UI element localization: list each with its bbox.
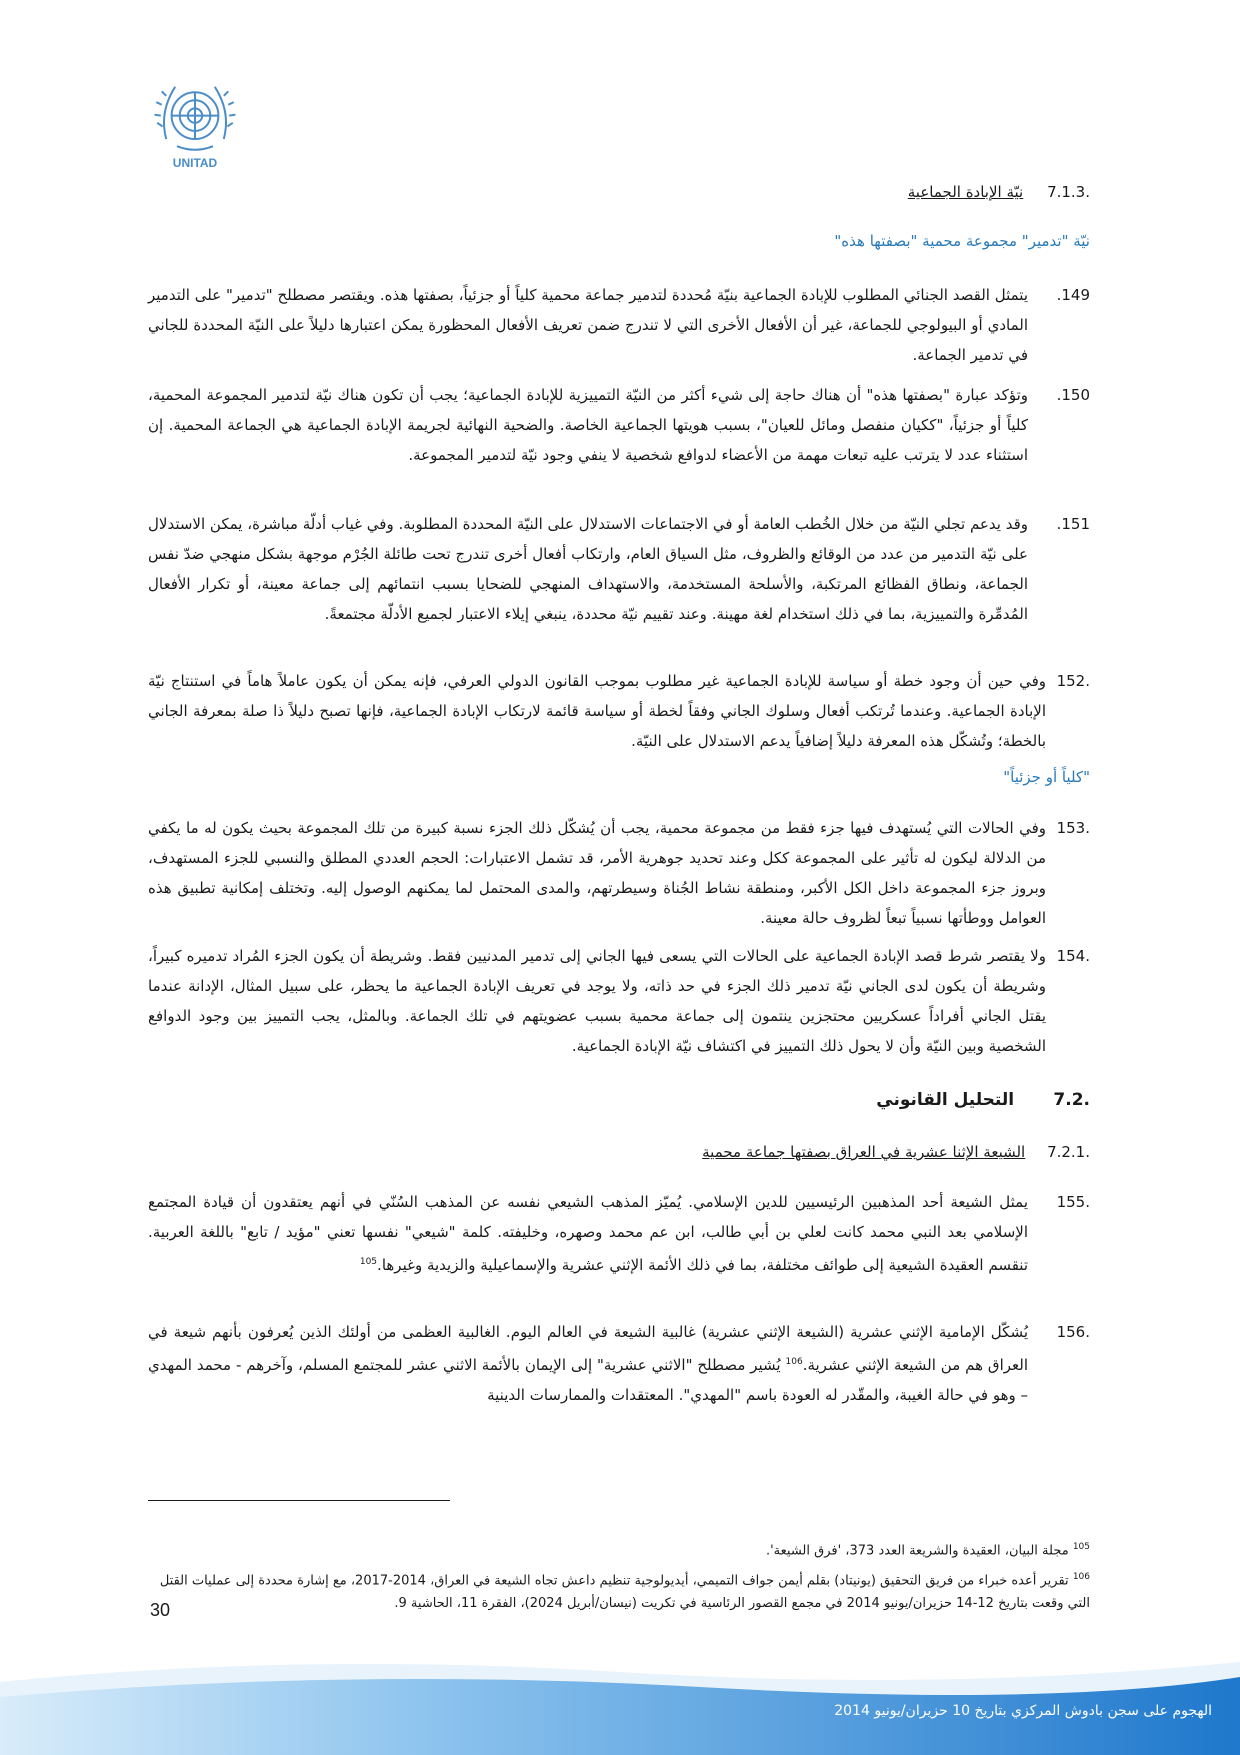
footer-wave-band xyxy=(0,1642,1240,1755)
paragraph-150 xyxy=(148,380,1090,470)
paragraph-number: .149 xyxy=(1056,286,1090,304)
paragraph-body: يُشكّل الإمامية الإثني عشرية (الشيعة الإثني عشرية) غالبية الشيعة في العالم اليوم. الغالبية العظمى من أولئك الذين يُعرفون بأنهم شيعة في العراق هم من الشيعة الإثني عشرية. xyxy=(148,1323,1028,1374)
paragraph-number: 153. xyxy=(1056,819,1090,837)
footnote-106 xyxy=(148,1566,1090,1614)
footnote-text: تقرير أعده خبراء من فريق التحقيق (يونيتاد) بقلم أيمن جواف التميمي، أيديولوجية تنظيم داعش تجاه الشيعة في العراق، 2014-2017، مع إشارة محددة إلى عمليات القتل التي وقعت بتاريخ 12-14 حزيران/يونيو 2014 في مجمع القصور الرئاسية في تكريت (نيسان/أبريل 2024)، الفقرة 11، الحاشية 9. xyxy=(159,1573,1090,1611)
paragraph-text: يتمثل القصد الجنائي المطلوب للإبادة الجماعية بنيّة مُحددة لتدمير جماعة محمية كلياً أو جزئياً، بصفتها هذه. ويقتصر مصطلح "تدمير" على التدمير المادي أو البيولوجي للجماعة، غير أن الأفعال الأخرى التي لا تندرج ضمن تعريف الأفعال المحظورة يمكن اعتبارها دليلاً على النيّة المحددة للجاني في تدمير الجماعة. xyxy=(148,286,1028,364)
paragraph-number: .150 xyxy=(1056,386,1090,404)
footnotes xyxy=(148,1536,1090,1615)
paragraph-text: وفي حين أن وجود خطة أو سياسة للإبادة الجماعية غير مطلوب بموجب القانون الدولي العرفي، فإنه يمكن أن يكون عاملاً هاماً في استنتاج نيّة الإبادة الجماعية. وعندما تُرتكب أفعال وسلوك الجاني وفقاً لخطة أو سياسة قائمة لارتكاب الإبادة الجماعية، فإنها تصبح دليلاً ذا صلة بمعرفة الجاني بالخطة؛ وتُشكّل هذه المعرفة دليلاً إضافياً يدعم الاستدلال على النيّة. xyxy=(148,672,1046,750)
footnote-number: 105 xyxy=(1072,1542,1090,1552)
paragraph-number: 155. xyxy=(1056,1193,1090,1211)
paragraph-text xyxy=(148,1187,1028,1280)
footnote-number: 106 xyxy=(1072,1572,1090,1583)
footer-text: الهجوم على سجن بادوش المركزي بتاريخ 10 حزيران/يونيو 2014 xyxy=(834,1703,1212,1719)
paragraph-149 xyxy=(148,280,1090,370)
section-heading-7-2 xyxy=(876,1090,1090,1110)
paragraph-body-continued: يُشير مصطلح "الاثني عشرية" إلى الإيمان بالأئمة الاثني عشر للمجتمع المسلم، وآخرهم - محمد المهدي – وهو في حالة الغيبة، والمقّدر له العودة باسم "المهدي". المعتقدات والممارسات الدينية xyxy=(148,1356,1028,1404)
footnote-separator xyxy=(148,1500,450,1501)
paragraph-text xyxy=(148,1317,1028,1410)
paragraph-text: وفي الحالات التي يُستهدف فيها جزء فقط من مجموعة محمية، يجب أن يُشكّل ذلك الجزء نسبة كبيرة من تلك المجموعة بحيث يكون له ما يكفي من الدلالة ليكون له تأثير على المجموعة ككل وعند تحديد جوهرية الأمر، قد تشمل الاعتبارات: الحجم العددي المطلق والنسبي للجزء المستهدف، وبروز جزء المجموعة داخل الكل الأكبر، ومنطقة نشاط الجُناة وسيطرتهم، والمدى المحتمل لما يمكنهم الوصول إليه. وتختلف إمكانية تطبيق هذه العوامل ووطأتها نسبياً تبعاً لظروف حالة معينة. xyxy=(148,819,1046,927)
logo-text: UNITAD xyxy=(172,156,218,170)
footnote-ref: 106 xyxy=(785,1357,803,1367)
paragraph-151 xyxy=(148,509,1090,629)
paragraph-number: 156. xyxy=(1056,1323,1090,1341)
section-heading-7-1-3 xyxy=(908,183,1090,201)
paragraph-number: .151 xyxy=(1056,515,1090,533)
subheading-intent-destroy: نيّة "تدمير" مجموعة محمية "بصفتها هذه" xyxy=(834,232,1090,250)
footnote-105 xyxy=(148,1536,1090,1562)
section-title: التحليل القانوني xyxy=(876,1090,1015,1110)
footnote-ref: 105 xyxy=(359,1257,378,1267)
subheading-whole-or-part: "كلياً أو جزئياً" xyxy=(1003,768,1090,786)
paragraph-text: وتؤكد عبارة "بصفتها هذه" أن هناك حاجة إلى شيء أكثر من النيّة التمييزية للإبادة الجماعية؛ يجب أن تكون هناك نيّة لتدمير المجموعة المحمية، كلياً أو جزئياً، "ككيان منفصل ومائل للعيان"، بسبب هويتها الجماعية الخاصة. والضحية النهائية لجريمة الإبادة الجماعية هي الجماعة المحمية. إن استثناء عدد لا يترتب عليه تبعات مهمة من الأعضاء لدوافع شخصية لا ينفي وجود نيّة لتدمير المجموعة. xyxy=(148,386,1028,464)
paragraph-153 xyxy=(148,813,1090,933)
section-number: 7.2. xyxy=(1053,1090,1090,1110)
paragraph-text: وقد يدعم تجلي النيّة من خلال الخُطب العامة أو في الاجتماعات الاستدلال على النيّة المحددة المطلوبة. وفي غياب أدلّة مباشرة، يمكن الاستدلال على نيّة التدمير من عدد من الوقائع والظروف، مثل السياق العام، وارتكاب أفعال أخرى تندرج تحت طائلة الجُرْم موجهة بشكل منهجي ضدّ نفس الجماعة، ونطاق الفظائع المرتكبة، والأسلحة المستخدمة، والاستهداف المنهجي للضحايا بسبب انتمائهم إلى جماعة معينة، أو تكرار الأفعال المُدمِّرة والتمييزية، بما في ذلك استخدام لغة مهينة. وعند تقييم نيّة محددة، ينبغي إيلاء الاعتبار لجميع الأدلّة مجتمعةً. xyxy=(148,515,1028,623)
un-emblem-icon xyxy=(150,76,240,166)
paragraph-156 xyxy=(148,1317,1090,1410)
section-number: 7.2.1. xyxy=(1047,1143,1090,1161)
section-number: 7.1.3. xyxy=(1047,183,1090,201)
paragraph-number: 154. xyxy=(1056,947,1090,965)
section-title: نيّة الإبادة الجماعية xyxy=(907,183,1024,201)
paragraph-152 xyxy=(148,666,1090,756)
paragraph-text: ولا يقتصر شرط قصد الإبادة الجماعية على الحالات التي يسعى فيها الجاني إلى تدمير المدنيين فقط. وشريطة أن يكون الجزء المُراد تدميره كبيراً، وشريطة أن يكون لدى الجاني نيّة تدمير ذلك الجزء في حد ذاته، ولا يوجد في تعريف الإبادة الجماعية ما يحظر، على سبيل المثال، الإدانة عندما يقتل الجاني أفراداً عسكريين محتجزين ينتمون إلى جماعة محمية بسبب عضويتهم في تلك الجماعة. وبالمثل، يجب التمييز بين وجود الدوافع الشخصية وبين النيّة وأن لا يحول ذلك التمييز في اكتشاف نيّة الإبادة الجماعية. xyxy=(148,947,1046,1055)
paragraph-155 xyxy=(148,1187,1090,1280)
footnote-text: مجلة البيان، العقيدة والشريعة العدد 373، 'فرق الشيعة'. xyxy=(765,1543,1069,1559)
section-heading-7-2-1 xyxy=(702,1143,1090,1161)
paragraph-number: 152. xyxy=(1056,672,1090,690)
paragraph-154 xyxy=(148,941,1090,1061)
paragraph-body: يمثل الشيعة أحد المذهبين الرئيسيين للدين الإسلامي. يُميّز المذهب الشيعي نفسه عن المذهب السُنّي في أنهم يعتقدون أن قيادة المجتمع الإسلامي بعد النبي محمد كانت لعلي بن أبي طالب، ابن عم محمد وصهره، وخليفته. كلمة "شيعي" نفسها تعني "مؤيد / تابع" باللغة العربية. تنقسم العقيدة الشيعية إلى طوائف مختلفة، بما في ذلك الأئمة الإثني عشرية والإسماعيلية والزيدية وغيرها. xyxy=(148,1193,1028,1274)
section-title: الشيعة الإثنا عشرية في العراق بصفتها جماعة محمية xyxy=(702,1143,1026,1161)
page-number: 30 xyxy=(150,1600,171,1620)
